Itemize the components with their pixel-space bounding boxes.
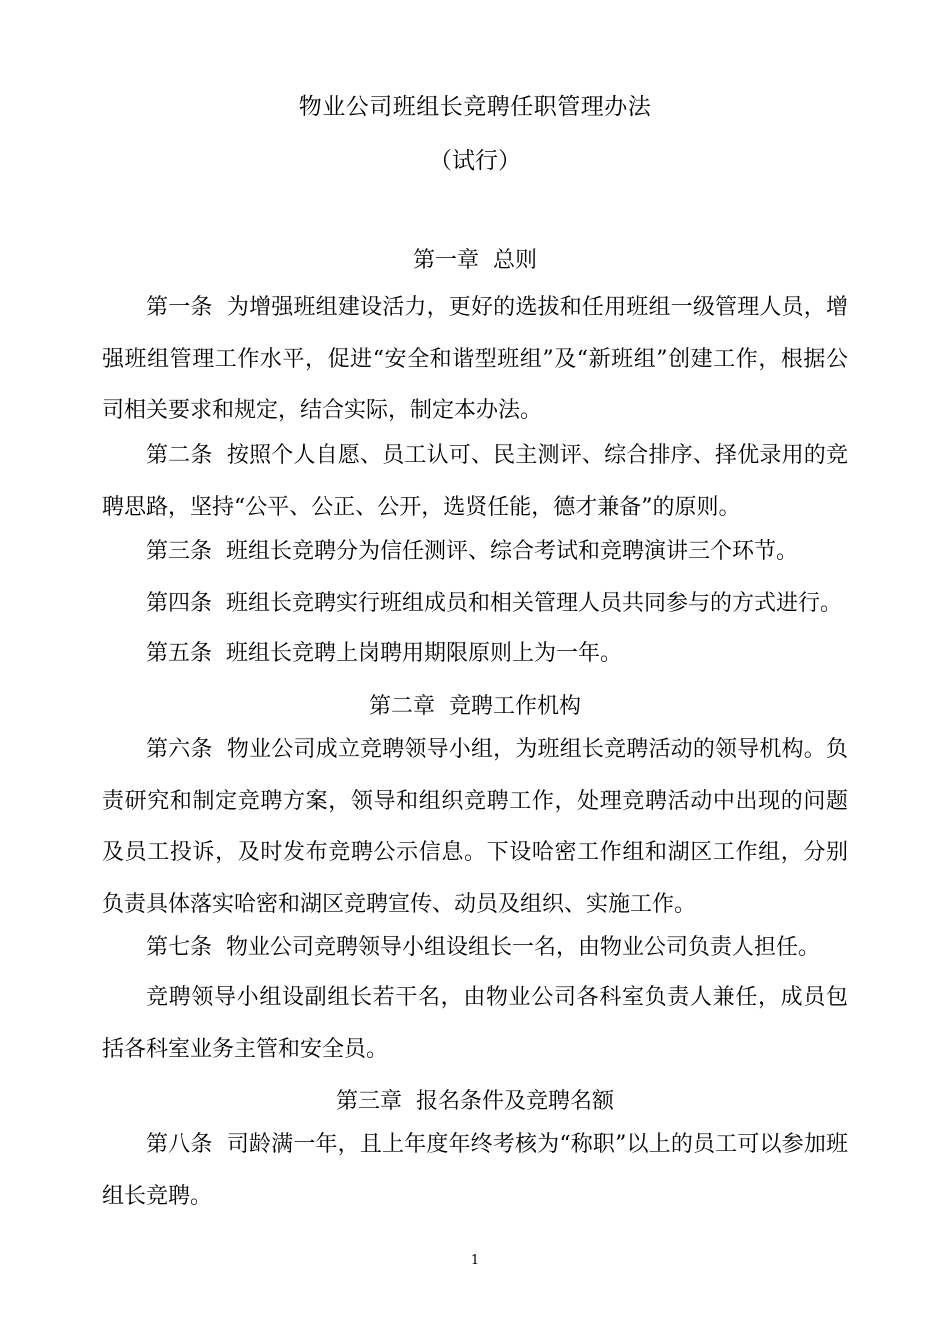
- document-subtitle: （试行）: [429, 148, 521, 174]
- article-3: 第三条 班组长竞聘分为信任测评、综合考试和竞聘演讲三个环节。: [146, 539, 798, 564]
- chapter-heading: 第一章 总则: [413, 248, 537, 273]
- article-6: 第六条 物业公司成立竞聘领导小组，为班组长竞聘活动的领导机构。负责研究和制定竞聘方案，领导和组织竞聘工作，处理竞聘活动中出现的问题及员工投诉，及时发布竞聘公示信息。下设哈密工作组和湖区工作组，分别负责具体落实哈密和湖区竞聘宣传、动员及组织、实施工作。: [102, 737, 848, 917]
- article-7: 第七条 物业公司竞聘领导小组设组长一名，由物业公司负责人担任。: [146, 935, 820, 960]
- chapter-heading: 第三章 报名条件及竞聘名额: [336, 1089, 614, 1114]
- article-7-continued: 竞聘领导小组设副组长若干名，由物业公司各科室负责人兼任，成员包括各科室业务主管和安全员。: [102, 985, 848, 1062]
- chapter-heading: 第二章 竞聘工作机构: [369, 694, 581, 719]
- document-title: 物业公司班组长竞聘任职管理办法: [298, 94, 652, 120]
- page-number: 1: [470, 1253, 480, 1268]
- article-5: 第五条 班组长竞聘上岗聘用期限原则上为一年。: [146, 641, 622, 666]
- article-1: 第一条 为增强班组建设活力，更好的选拔和任用班组一级管理人员，增强班组管理工作水平，促进“安全和谐型班组”及“新班组”创建工作，根据公司相关要求和规定，结合实际，制定本办法。: [102, 295, 848, 423]
- article-2: 第二条 按照个人自愿、员工认可、民主测评、综合排序、择优录用的竞聘思路，坚持“公平、公正、公开，选贤任能，德才兼备”的原则。: [102, 443, 848, 520]
- article-8: 第八条 司龄满一年，且上年度年终考核为“称职”以上的员工可以参加班组长竞聘。: [102, 1132, 848, 1209]
- article-4: 第四条 班组长竞聘实行班组成员和相关管理人员共同参与的方式进行。: [146, 591, 842, 616]
